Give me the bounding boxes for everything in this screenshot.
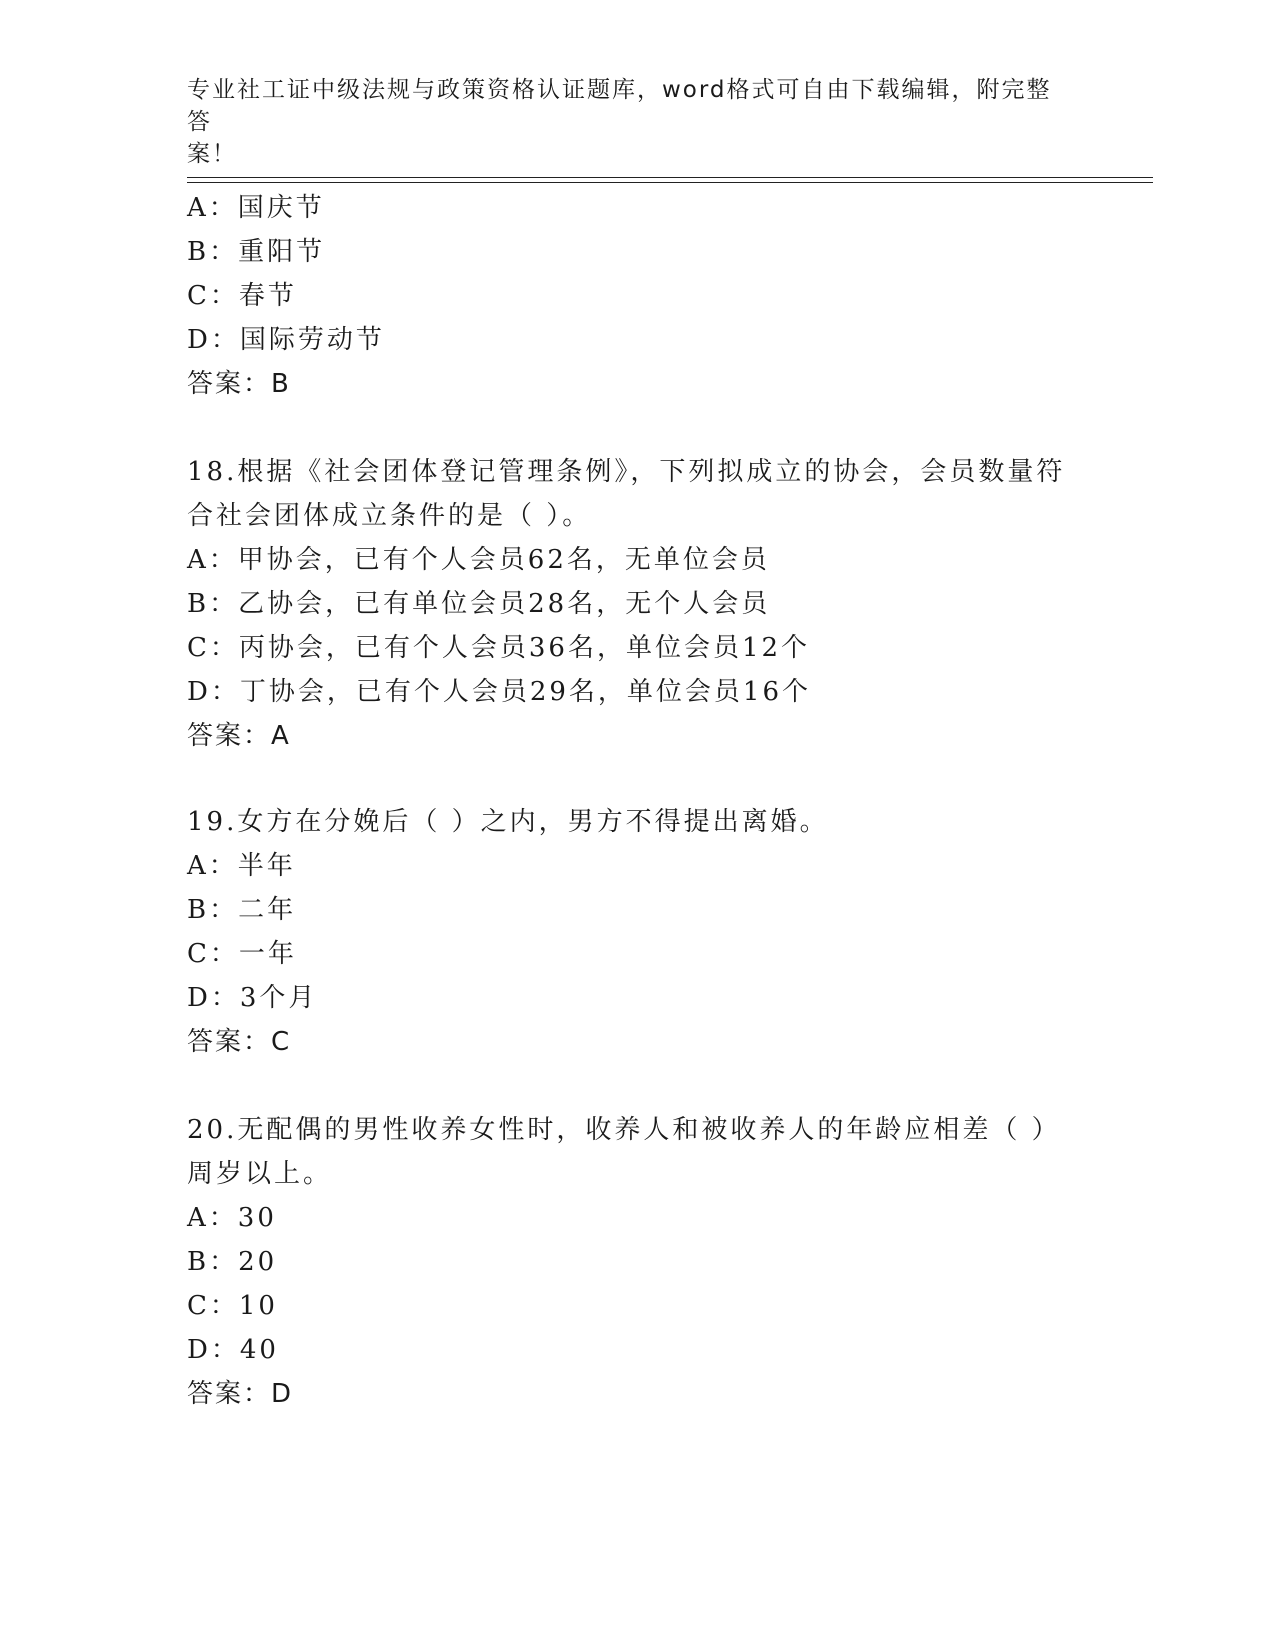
q17-option-c: C：春节 [187,281,297,311]
q18-option-d: D：丁协会，已有个人会员29名，单位会员16个 [187,677,812,707]
q20-stem-line-1: 20.无配偶的男性收养女性时，收养人和被收养人的年龄应相差（ ） [187,1115,1061,1145]
q20-stem-line-2: 周岁以上。 [187,1159,333,1189]
q17-answer: 答案：B [187,369,291,399]
document-header [187,74,1067,170]
q17-option-d: D：国际劳动节 [187,325,385,355]
q20-option-d: D：40 [187,1335,279,1365]
q17-option-a: A：国庆节 [187,193,325,223]
header-line-2: 案！ [187,141,237,167]
header-line-1: 专业社工证中级法规与政策资格认证题库，word格式可自由下载编辑，附完整答 [187,77,1052,135]
q18-option-b: B：乙协会，已有单位会员28名，无个人会员 [187,589,771,619]
header-divider-bottom [187,182,1153,183]
q18-stem-line-2: 合社会团体成立条件的是（ ）。 [187,501,592,531]
q17-option-b: B：重阳节 [187,237,326,267]
q20-option-a: A：30 [187,1203,277,1233]
q19-option-b: B：二年 [187,895,297,925]
q18-answer: 答案：A [187,721,291,751]
q19-option-d: D：3个月 [187,983,318,1013]
q19-option-c: C：一年 [187,939,297,969]
q18-option-c: C：丙协会，已有个人会员36名，单位会员12个 [187,633,811,663]
q18-stem-line-1: 18.根据《社会团体登记管理条例》，下列拟成立的协会，会员数量符 [187,457,1066,487]
q19-answer: 答案：C [187,1027,292,1057]
q19-stem-line-1: 19.女方在分娩后（ ）之内，男方不得提出离婚。 [187,807,829,837]
q19-option-a: A：半年 [187,851,296,881]
header-divider-top [187,177,1153,178]
q20-option-b: B：20 [187,1247,278,1277]
q20-option-c: C：10 [187,1291,278,1321]
q18-option-a: A：甲协会，已有个人会员62名，无单位会员 [187,545,770,575]
q20-answer: 答案：D [187,1379,294,1409]
